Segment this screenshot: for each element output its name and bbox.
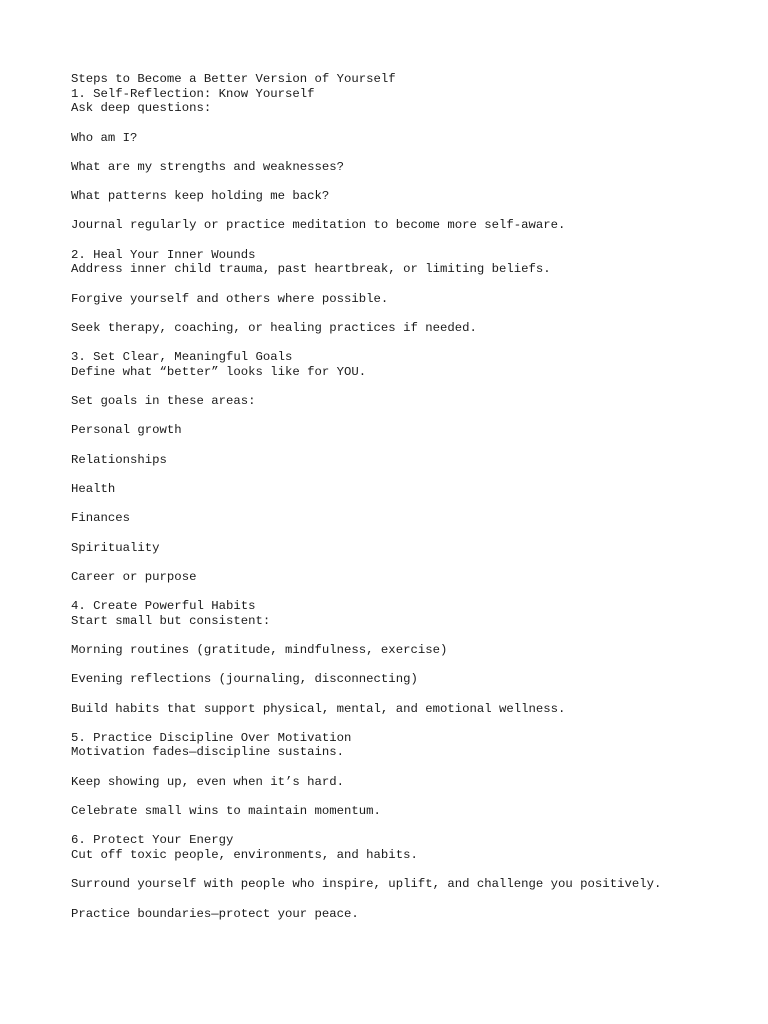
- blank-line: [71, 277, 751, 292]
- blank-line: [71, 819, 751, 834]
- blank-line: [71, 716, 751, 731]
- list-item: Relationships: [71, 452, 167, 467]
- text-line: Ask deep questions:: [71, 101, 212, 116]
- text-line: Build habits that support physical, mental, and emotional wellness.: [71, 701, 566, 716]
- text-line: Set goals in these areas:: [71, 394, 256, 409]
- section-heading: 5. Practice Discipline Over Motivation: [71, 730, 352, 745]
- blank-line: [71, 336, 751, 351]
- text-line: Practice boundaries—protect your peace.: [71, 906, 359, 921]
- blank-line: [71, 467, 751, 482]
- blank-line: [71, 379, 751, 394]
- section-heading: 1. Self-Reflection: Know Yourself: [71, 86, 315, 101]
- blank-line: [71, 555, 751, 570]
- blank-line: [71, 497, 751, 512]
- blank-line: [71, 892, 751, 907]
- text-line: Keep showing up, even when it’s hard.: [71, 774, 345, 789]
- blank-line: [71, 306, 751, 321]
- text-line: Start small but consistent:: [71, 613, 271, 628]
- text-line: Evening reflections (journaling, disconnecting): [71, 672, 418, 687]
- section-heading: 2. Heal Your Inner Wounds: [71, 247, 256, 262]
- text-line: Define what “better” looks like for YOU.: [71, 364, 367, 379]
- list-item: Health: [71, 481, 116, 496]
- text-line: What are my strengths and weaknesses?: [71, 159, 345, 174]
- text-line: Journal regularly or practice meditation to become more self-aware.: [71, 218, 566, 233]
- text-line: Cut off toxic people, environments, and habits.: [71, 847, 418, 862]
- text-line: Motivation fades—discipline sustains.: [71, 745, 345, 760]
- blank-line: [71, 789, 751, 804]
- blank-line: [71, 174, 751, 189]
- text-line: Morning routines (gratitude, mindfulness, exercise): [71, 642, 448, 657]
- document-title: Steps to Become a Better Version of Yourself: [71, 72, 396, 86]
- text-line: Surround yourself with people who inspire, uplift, and challenge you positively.: [71, 877, 662, 892]
- blank-line: [71, 233, 751, 248]
- blank-line: [71, 145, 751, 160]
- blank-line: [71, 863, 751, 878]
- list-item: Personal growth: [71, 423, 182, 438]
- blank-line: [71, 658, 751, 673]
- blank-line: [71, 438, 751, 453]
- blank-line: [71, 116, 751, 131]
- section-heading: 3. Set Clear, Meaningful Goals: [71, 350, 293, 365]
- blank-line: [71, 409, 751, 424]
- section-heading: 6. Protect Your Energy: [71, 833, 234, 848]
- list-item: Finances: [71, 511, 131, 526]
- blank-line: [71, 584, 751, 599]
- text-line: What patterns keep holding me back?: [71, 189, 330, 204]
- list-item: Career or purpose: [71, 569, 197, 584]
- document-body: [71, 72, 751, 921]
- blank-line: [71, 760, 751, 775]
- text-line: Forgive yourself and others where possible.: [71, 291, 389, 306]
- text-line: Who am I?: [71, 130, 138, 145]
- blank-line: [71, 628, 751, 643]
- section-heading: 4. Create Powerful Habits: [71, 599, 256, 614]
- text-line: Celebrate small wins to maintain momentum.: [71, 804, 381, 819]
- blank-line: [71, 526, 751, 541]
- list-item: Spirituality: [71, 540, 160, 555]
- text-line: Address inner child trauma, past heartbreak, or limiting beliefs.: [71, 262, 551, 277]
- blank-line: [71, 687, 751, 702]
- blank-line: [71, 204, 751, 219]
- text-line: Seek therapy, coaching, or healing practices if needed.: [71, 320, 477, 335]
